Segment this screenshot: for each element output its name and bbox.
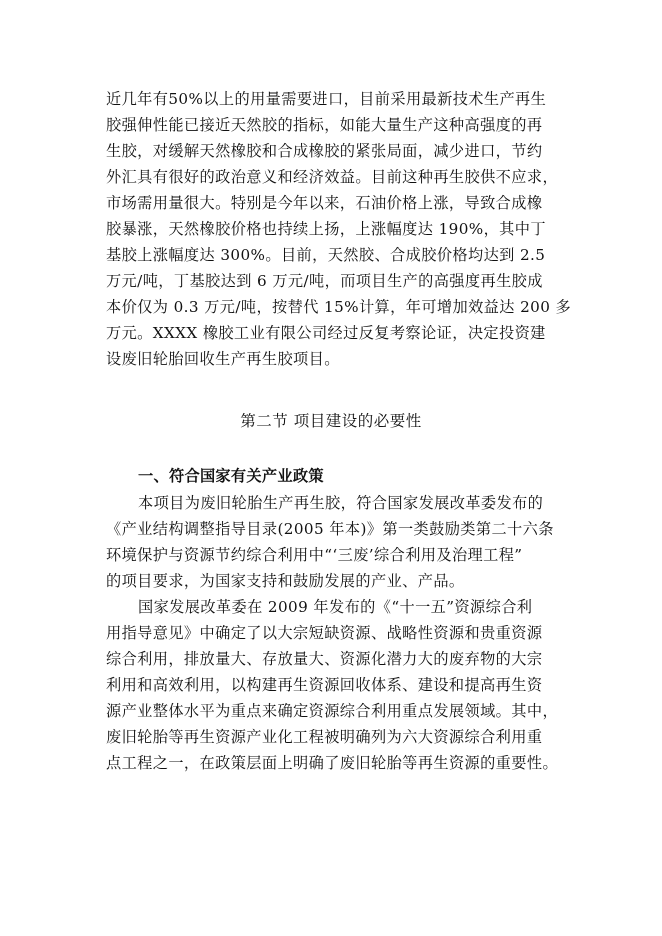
paragraph-line: 源产业整体水平为重点来确定资源综合利用重点发展领域。其中， xyxy=(106,702,559,720)
section-heading: 第二节 项目建设的必要性 xyxy=(240,412,422,430)
paragraph-line: 设废旧轮胎回收生产再生胶项目。 xyxy=(106,350,340,368)
paragraph-line: 万元/吨，丁基胶达到 6 万元/吨，而项目生产的高强度再生胶成 xyxy=(106,272,543,290)
paragraph-line: 外汇具有很好的政治意义和经济效益。目前这种再生胶供不应求， xyxy=(106,168,559,186)
paragraph-line: 生胶，对缓解天然橡胶和合成橡胶的紧张局面，减少进口，节约 xyxy=(106,142,543,160)
paragraph-line: 基胶上涨幅度达 300%。目前，天然胶、合成胶价格均达到 2.5 xyxy=(106,246,546,264)
paragraph-line: 利用和高效利用，以构建再生资源回收体系、建设和提高再生资 xyxy=(106,676,543,694)
paragraph-line: 本项目为废旧轮胎生产再生胶，符合国家发展改革委发布的 xyxy=(138,494,544,512)
paragraph-line: 环境保护与资源节约综合利用中“‘三废’综合利用及治理工程” xyxy=(106,546,523,564)
paragraph-line: 万元。XXXX 橡胶工业有限公司经过反复考察论证，决定投资建 xyxy=(106,324,546,342)
paragraph-line: 胶强伸性能已接近天然胶的指标，如能大量生产这种高强度的再 xyxy=(106,116,543,134)
paragraph-line: 用指导意见》中确定了以大宗短缺资源、战略性资源和贵重资源 xyxy=(106,624,543,642)
paragraph-line: 本价仅为 0.3 万元/吨，按替代 15%计算，年可增加效益达 200 多 xyxy=(106,298,572,316)
paragraph-line: 废旧轮胎等再生资源产业化工程被明确列为六大资源综合利用重 xyxy=(106,728,543,746)
paragraph-line: 胶暴涨，天然橡胶价格也持续上扬，上涨幅度达 190%，其中丁 xyxy=(106,220,546,238)
subsection-heading: 一、符合国家有关产业政策 xyxy=(138,467,324,485)
paragraph-line: 市场需用量很大。特别是今年以来，石油价格上涨，导致合成橡 xyxy=(106,194,543,212)
paragraph-line: 国家发展改革委在 2009 年发布的《“十一五”资源综合利 xyxy=(138,598,533,616)
paragraph-line: 综合利用，排放量大、存放量大、资源化潜力大的废弃物的大宗 xyxy=(106,650,543,668)
paragraph-line: 近几年有50%以上的用量需要进口，目前采用最新技术生产再生 xyxy=(106,90,547,108)
paragraph-line: 点工程之一，在政策层面上明确了废旧轮胎等再生资源的重要性。 xyxy=(106,754,559,772)
paragraph-line: 《产业结构调整指导目录(2005 年本)》第一类鼓励类第二十六条 xyxy=(106,520,554,538)
paragraph-line: 的项目要求，为国家支持和鼓励发展的产业、产品。 xyxy=(106,572,465,590)
